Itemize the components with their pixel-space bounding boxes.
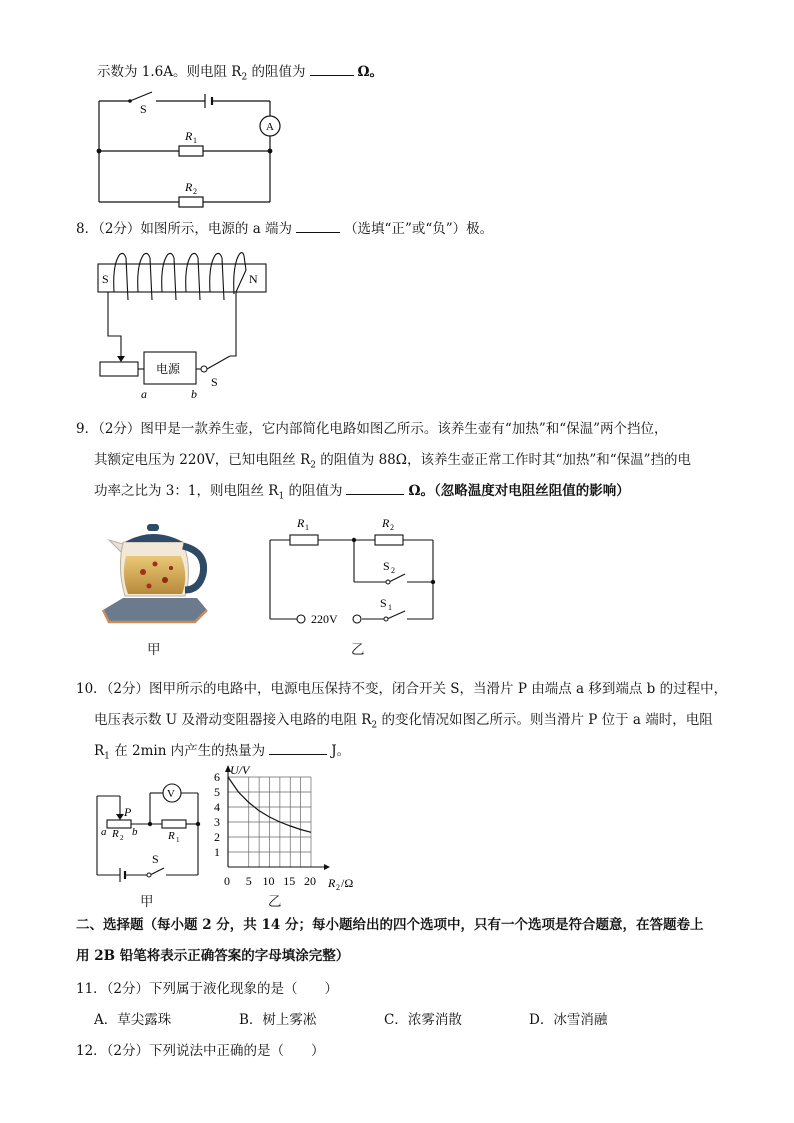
y-tick-label: 6 <box>214 770 220 784</box>
x-tick-label: 20 <box>304 874 316 888</box>
q12-stem: 12．（2分）下列说法中正确的是（ ） <box>76 1043 325 1059</box>
q11-stem: 11．（2分）下列属于液化现象的是（ ） <box>76 981 339 997</box>
q7-r2-label: R <box>185 180 193 194</box>
section2-heading-line2: 用 2B 铅笔将表示正确答案的字母填涂完整） <box>76 948 350 964</box>
q9-kettle-image <box>95 510 213 628</box>
q10-line2-a: 电压表示数 U 及滑动变阻器接入电路的电阻 R <box>94 712 372 728</box>
graph-y-axis-label: U/V <box>230 763 250 777</box>
section2-heading-line1: 二、选择题（每小题 2 分，共 14 分；每小题给出的四个选项中，只有一个选项是符合题意，在答题卷上 <box>76 917 704 933</box>
q9-r2-label: R <box>382 516 390 530</box>
q9-s1-label: S <box>380 596 387 610</box>
q10-unit: J。 <box>331 743 351 759</box>
q8-prefix: 8．（2分）如图所示，电源的 a 端为 <box>76 221 293 237</box>
q9-line-2 <box>94 451 691 475</box>
q9-s1-sub: 1 <box>388 603 392 612</box>
q9-caption-jia: 甲 <box>147 642 161 658</box>
q9-circuit-diagram <box>265 512 440 630</box>
q9-answer-blank[interactable] <box>346 482 404 495</box>
q10-line3-a: R <box>94 743 105 759</box>
q8-n-pole-label: N <box>249 272 258 286</box>
q10-r1-label: R <box>168 830 175 842</box>
graph-axes <box>225 765 330 870</box>
q9-r2-sub: 2 <box>390 523 394 532</box>
q7-text: 示数为 1.6A。则电阻 R <box>97 64 242 80</box>
q7-ammeter-label: A <box>266 121 274 133</box>
q10-circuit-diagram <box>90 778 205 886</box>
q9-line2-b: 的阻值为 88Ω，该养生壶正常工作时其“加热”和“保温”挡的电 <box>316 452 692 468</box>
q11-option-b[interactable]: B．树上雾凇 <box>239 1012 317 1028</box>
q9-line-3 <box>94 482 630 506</box>
q10-r2-sub: 2 <box>120 834 124 842</box>
q10-r1-sub: 1 <box>176 836 180 844</box>
q7-r1-label: R <box>185 129 193 143</box>
q11-options <box>94 1011 674 1029</box>
q10-answer-blank[interactable] <box>269 742 327 755</box>
q9-line-1: 9．（2分）图甲是一款养生壶，它内部简化电路如图乙所示。该养生壶有“加热”和“保温”两个挡位， <box>76 421 668 437</box>
y-tick-label: 2 <box>214 830 220 844</box>
x-tick-label: 0 <box>224 874 230 888</box>
q9-line3-sub: 1 <box>278 491 285 502</box>
graph-grid <box>228 777 311 867</box>
q7-r1-sub: 1 <box>193 136 197 145</box>
graph-x-axis-label: R <box>328 876 336 890</box>
q8-b-label: b <box>191 387 197 400</box>
q11-option-d[interactable]: D．冰雪消融 <box>529 1012 608 1028</box>
q9-r1-label: R <box>297 516 305 530</box>
q10-a-label: a <box>101 826 107 838</box>
q9-line3-b: 的阻值为 <box>284 483 343 499</box>
q10-line3-b: 在 2min 内产生的热量为 <box>109 743 266 759</box>
q10-line3-sub: 1 <box>104 751 110 762</box>
q9-s2-sub: 2 <box>391 566 395 575</box>
graph-x-axis-sub: 2 <box>336 883 340 892</box>
graph-y-ticks <box>214 770 220 859</box>
q11-option-a[interactable]: A．草尖露珠 <box>94 1012 172 1028</box>
q10-caption-yi: 乙 <box>268 894 282 910</box>
q9-caption-yi: 乙 <box>351 642 365 658</box>
q8-s-pole-label: S <box>102 272 109 286</box>
q8-switch-label: S <box>211 375 218 389</box>
q7-r2-sub: 2 <box>193 187 197 196</box>
x-tick-label: 10 <box>262 874 275 888</box>
q7-switch-label: S <box>140 102 147 116</box>
q10-voltage-graph <box>208 760 368 896</box>
q10-switch-label: S <box>152 852 159 866</box>
q10-caption-jia: 甲 <box>140 894 154 910</box>
q9-line2-sub: 2 <box>310 460 316 471</box>
q9-line2-a: 其额定电压为 220V，已知电阻丝 R <box>94 452 311 468</box>
x-tick-label: 15 <box>283 874 296 888</box>
y-tick-label: 4 <box>214 800 220 814</box>
q10-line-2 <box>94 711 713 735</box>
graph-x-ticks <box>224 874 316 888</box>
q9-r1-sub: 1 <box>305 523 309 532</box>
q7-circuit-diagram <box>90 88 290 210</box>
q8-electromagnet-diagram <box>94 248 274 400</box>
graph-x-axis-unit: /Ω <box>341 876 354 890</box>
q7-answer-blank[interactable] <box>310 63 354 76</box>
q8-stem <box>76 220 493 238</box>
q9-voltage-label: 220V <box>311 612 338 626</box>
q7-unit: Ω。 <box>357 64 384 80</box>
q10-slider-label: P <box>124 805 132 819</box>
y-tick-label: 1 <box>214 845 220 859</box>
q8-suffix: （选填“正”或“负”）极。 <box>344 221 494 237</box>
q10-voltmeter-label: V <box>167 788 175 800</box>
q9-s2-label: S <box>383 559 390 573</box>
q7-sub: 2 <box>241 72 248 83</box>
q7-tail-line <box>97 63 383 87</box>
q10-b-label: b <box>132 826 138 838</box>
q8-a-label: a <box>141 387 147 400</box>
q10-line2-b: 的变化情况如图乙所示。则当滑片 P 位于 a 端时，电阻 <box>377 712 713 728</box>
y-tick-label: 5 <box>214 785 220 799</box>
q10-r2-label: R <box>112 828 119 840</box>
q8-source-label: 电源 <box>156 362 181 376</box>
q11-option-c[interactable]: C．浓雾消散 <box>384 1012 462 1028</box>
x-axis-arrow <box>324 864 330 870</box>
q9-unit: Ω。（忽略温度对电阻丝阻值的影响） <box>408 483 630 499</box>
q7-text-after: 的阻值为 <box>247 64 306 80</box>
q10-line2-sub: 2 <box>371 720 378 731</box>
q8-answer-blank[interactable] <box>296 220 340 233</box>
x-tick-label: 5 <box>245 874 252 888</box>
q10-line-1: 10．（2分）图甲所示的电路中，电源电压保持不变，闭合开关 S，当滑片 P 由端点 a 移到端点 b 的过程中， <box>76 681 728 697</box>
y-tick-label: 3 <box>214 815 220 829</box>
q9-line3-a: 功率之比为 3：1，则电阻丝 R <box>94 483 279 499</box>
